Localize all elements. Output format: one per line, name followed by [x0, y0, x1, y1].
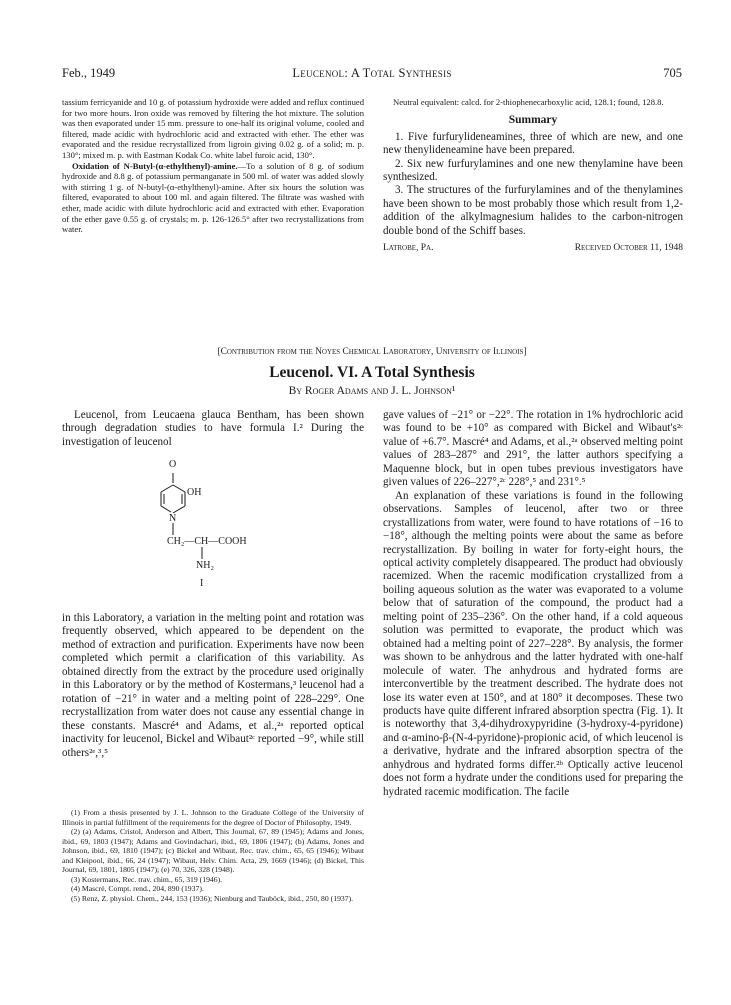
summary-item: 3. The structures of the furfurylamines and of the thenylamines have been shown to be most probably those which result from 1,2-addition of the alkylmagnesium halides to the carbon-nitrogen double bond of the Schiff bases. [383, 184, 683, 237]
summary-item: 1. Five furfurylideneamines, three of which are new, and one new thenylideneamine have been prepared. [383, 130, 683, 157]
signature-row [383, 243, 683, 253]
neutral-equivalent [383, 97, 683, 108]
intro-paragraph [62, 409, 364, 449]
hydroxyl-label: OH [187, 487, 202, 498]
footnote: (1) From a thesis presented by J. L. Johnson to the Graduate College of the University of Illinois in partial fulfillment of the requirements for the degree of Doctor of Philosophy, 1949. [62, 808, 364, 827]
summary-heading: Summary [508, 113, 558, 126]
contribution-line: [Contribution from the Noyes Chemical Laboratory, University of Illinois] [217, 347, 527, 357]
pyridone-ring-drawing [150, 457, 280, 605]
place: Latrobe, Pa. [383, 243, 434, 254]
summary-item: 2. Six new furfurylamines and one new thenylamine have been synthesized. [383, 157, 683, 183]
received-date: Received October 11, 1948 [574, 243, 683, 254]
side-chain-label: CH₂—CH—COOH [167, 536, 247, 547]
footnote: (5) Renz, Z. physiol. Chem., 244, 153 (1936); Nienburg and Tauböck, ibid., 250, 80 (1937). [71, 893, 354, 903]
procedure-text: —To a solution of 8 g. of sodium hydroxide and 8.8 g. of potassium permanganate in 500 ml. of water was added slowly with stirring 1 g. of N-butyl-(α-ethylthenyl)-amine. After six hours the solution was filtered, evaporated to about 100 ml. and again filtered. The filtrate was washed with ether, made acidic with dilute hydrochloric acid and extracted with ether. Evaporation of the ether gave 0.55 g. of crystals; m. p. 126-126.5° after two recrystallizations from water. [62, 160, 364, 235]
footnote: (2) (a) Adams, Cristol, Anderson and Albert, This Journal, 67, 89 (1945); Adams and Jones, ibid., 69, 1803 (1947); Adams and Govindachari, ibid., 69, 1806 (1947); (b) Adams, Jones and Johnson, ibid., 69, 1810 (1947); (c) Bickel and Wibaut, Rec. trav. chim., 65, 65 (1946); Wibaut and Kleipool, ibid., 66, 24 (1947); Wibaut, Helv. Chim. Acta, 29, 1669 (1946); (d) Bickel, This Journal, 69, 1801, 1805 (1947); (e) 70, 326, 328 (1948). [62, 827, 364, 874]
neutral-equivalent-text: Neutral equivalent: calcd. for 2-thiophenecarboxylic acid, 128.1; found, 128.8. [393, 97, 664, 107]
formula-number: I [200, 578, 204, 589]
running-title: Leucenol: A Total Synthesis [292, 66, 452, 80]
body-text: in this Laboratory, a variation in the melting point and rotation was frequently observed, which appeared to be dependent on the method of extraction and purification. Experiments have now been completed which permit a clarification of this variability. As obtained directly from the extract by the procedure used originally in this Laboratory or by the method of Kostermans,³ leucenol had a rotation of −21° in water and a melting point of 228–229°. One recrystallization from water does not cause any essential change in these constants. Mascré⁴ and Adams, et al.,²ᵃ reported optical inactivity for leucenol, Bickel and Wibaut²ᶜ reported −9°, while still others²ᵉ,³,⁵ [62, 612, 364, 759]
footnotes [62, 808, 364, 903]
left-body-continued [62, 612, 364, 760]
page-header [62, 66, 682, 82]
body-text: gave values of −21° or −22°. The rotation in 1% hydrochloric acid was found to be +10° as compared with Bickel and Wibaut's²ᶜ value of +6.7°. Mascré⁴ and Adams, et al.,²ᵃ observed melting point values of 283–287° and 291°, the latter authors specifying a Maquenne block, but in open tubes previous investigators have given values of 226–227°,²ᶜ 228°,⁵ and 231°.⁵ [383, 409, 683, 489]
author-line: By Roger Adams and J. L. Johnson¹ [288, 385, 456, 397]
footnote: (3) Kostermans, Rec. trav. chim., 65, 319 (1946). [71, 874, 223, 884]
body-text: An explanation of these variations is found in the following observations. Samples of leucenol, after two or three crystallizations from water, were found to have rotations of −16 to −18°, although the melting points were about the same as before recrystallization. By boiling in water for forty-eight hours, the optical activity completely disappeared. The product had obviously racemized. When the racemic modification crystallized from a boiling aqueous solution as the water was evaporated to a volume below that of saturation of the compound, the product had a melting point of 235–236°. On the other hand, if a cold aqueous solution was permitted to evaporate, the product which was obtained had a melting point of 227–228°. By analysis, the former was shown to be anhydrous and the latter hydrated with one-half molecule of water. The anhydrous and hydrated forms are interconvertible by the treatment described. The hydrate does not lose its water even at 150°, and at 180° it decomposes. These two products have quite different infrared absorption spectra (Fig. 1). It is noteworthy that 3,4-dihydroxypyridine (3-hydroxy-4-pyridone) and α-amino-β-(N-4-pyridone)-propionic acid, of which leucenol is a derivative, hydrate and the infrared absorption spectra of the anhydrous and hydrated forms differ.²ᵇ Optically active leucenol does not form a hydrate under the conditions used for preparing the hydrated racemic modification. The facile [383, 489, 683, 798]
summary-list [383, 131, 683, 239]
article-title: Leucenol. VI. A Total Synthesis [269, 364, 475, 381]
right-body [383, 409, 683, 799]
header-date: Feb., 1949 [62, 66, 116, 80]
intro-text: Leucenol, from Leucaena glauca Bentham, has been shown through degradation studies to have formula I.² During the investigation of leucenol [62, 409, 364, 448]
experimental-paragraph: tassium ferricyanide and 10 g. of potassium hydroxide were added and reflux continued for two more hours. Iron oxide was removed by filtering the hot mixture. The solution was then evaporated under 15 mm. pressure to one-half its original volume, cooled and filtered, made acidic with hydrochloric acid and extracted with ether. The ether was evaporated and the residue recrystallized from ligroin giving 0.02 g. of a solid; m. p. 130°; mixed m. p. with Eastman Kodak Co. white label furoic acid, 130°. [62, 97, 364, 160]
page-number: 705 [663, 66, 682, 80]
footnote: (4) Mascré, Compt. rend., 204, 890 (1937). [71, 884, 204, 893]
nitrogen-label: N [169, 513, 177, 524]
structural-formula [150, 457, 280, 605]
procedure-heading: Oxidation of N-Butyl-(α-ethylthenyl)-amine. [72, 160, 238, 171]
experimental-paragraph [62, 161, 364, 235]
summary-column [383, 97, 683, 253]
amino-label: NH₂ [196, 560, 214, 571]
experimental-continuation [62, 97, 364, 235]
oxygen-label: O [169, 459, 177, 470]
